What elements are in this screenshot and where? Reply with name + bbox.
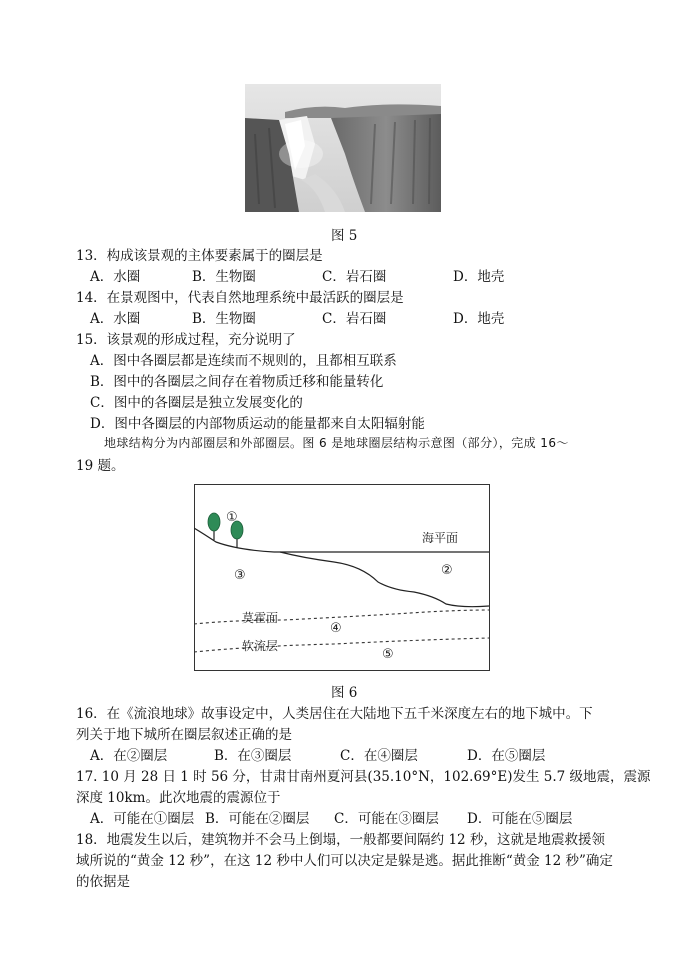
figure-6-caption: 图 6 xyxy=(331,685,358,701)
q17-option-b: B．可能在②圈层 xyxy=(205,811,310,827)
q18-stem-line-2: 域所说的“黄金 12 秒”，在这 12 秒中人们可以决定是躲是逃。据此推断“黄金 12 秒”确定 xyxy=(76,853,613,869)
q14-stem: 14．在景观图中，代表自然地理系统中最活跃的圈层是 xyxy=(76,290,404,306)
q17-option-d: D．可能在⑤圈层 xyxy=(467,811,573,827)
q14-option-d: D．地壳 xyxy=(453,311,505,327)
moho-label: 莫霍面 xyxy=(242,611,279,625)
label-2: ② xyxy=(441,563,453,578)
q15-option-c: C．图中的各圈层是独立发展变化的 xyxy=(90,395,303,411)
q13-option-b: B．生物圈 xyxy=(192,269,256,285)
section-intro-line-2: 19 题。 xyxy=(76,458,125,474)
q16-option-b: B．在③圈层 xyxy=(214,748,292,764)
figure-5-caption: 图 5 xyxy=(331,228,358,244)
q15-option-b: B．图中的各圈层之间存在着物质迁移和能量转化 xyxy=(90,374,384,390)
q15-option-d: D．图中各圈层的内部物质运动的能量都来自太阳辐射能 xyxy=(90,416,425,432)
q13-stem: 13．构成该景观的主体要素属于的圈层是 xyxy=(76,248,323,264)
q16-option-a: A．在②圈层 xyxy=(90,748,168,764)
label-3: ③ xyxy=(234,568,246,583)
waterfall-photo-image xyxy=(245,84,441,212)
q16-stem-line-2: 列关于地下城所在圈层叙述正确的是 xyxy=(76,727,292,743)
q14-option-c: C．岩石圈 xyxy=(322,311,387,327)
q13-option-a: A．水圈 xyxy=(90,269,141,285)
q18-stem-line-3: 的依据是 xyxy=(76,874,130,890)
label-5: ⑤ xyxy=(382,647,394,662)
section-intro-line-1: 地球结构分为内部圈层和外部圈层。图 6 是地球圈层结构示意图（部分），完成 16～ xyxy=(104,436,569,450)
sea-level-label: 海平面 xyxy=(422,531,459,545)
q17-stem-line-1: 17. 10 月 28 日 1 时 56 分，甘肃甘南州夏河县(35.10°N，102.69°E)发生 5.7 级地震，震源 xyxy=(76,769,651,785)
label-1: ① xyxy=(226,510,238,525)
q16-option-c: C．在④圈层 xyxy=(340,748,418,764)
q15-stem: 15．该景观的形成过程，充分说明了 xyxy=(76,332,296,348)
asthenosphere-label: 软流层 xyxy=(242,639,279,653)
q17-stem-line-2: 深度 10km。此次地震的震源位于 xyxy=(76,790,281,806)
q16-stem-line-1: 16．在《流浪地球》故事设定中，人类居住在大陆地下五千米深度左右的地下城中。下 xyxy=(76,706,593,722)
q15-option-a: A．图中各圈层都是连续而不规则的，且都相互联系 xyxy=(90,353,397,369)
q13-option-d: D．地壳 xyxy=(453,269,505,285)
q18-stem-line-1: 18．地震发生以后，建筑物并不会马上倒塌，一般都要间隔约 12 秒，这就是地震救援领 xyxy=(76,832,605,848)
q13-option-c: C．岩石圈 xyxy=(322,269,387,285)
waterfall-photo xyxy=(245,84,441,212)
q17-option-a: A．可能在①圈层 xyxy=(90,811,195,827)
q16-option-d: D．在⑤圈层 xyxy=(467,748,546,764)
q14-option-b: B．生物圈 xyxy=(192,311,256,327)
q17-option-c: C．可能在③圈层 xyxy=(334,811,439,827)
label-4: ④ xyxy=(330,621,342,636)
earth-layers-diagram-svg xyxy=(194,484,490,671)
earth-layers-diagram xyxy=(194,484,490,671)
q14-option-a: A．水圈 xyxy=(90,311,141,327)
